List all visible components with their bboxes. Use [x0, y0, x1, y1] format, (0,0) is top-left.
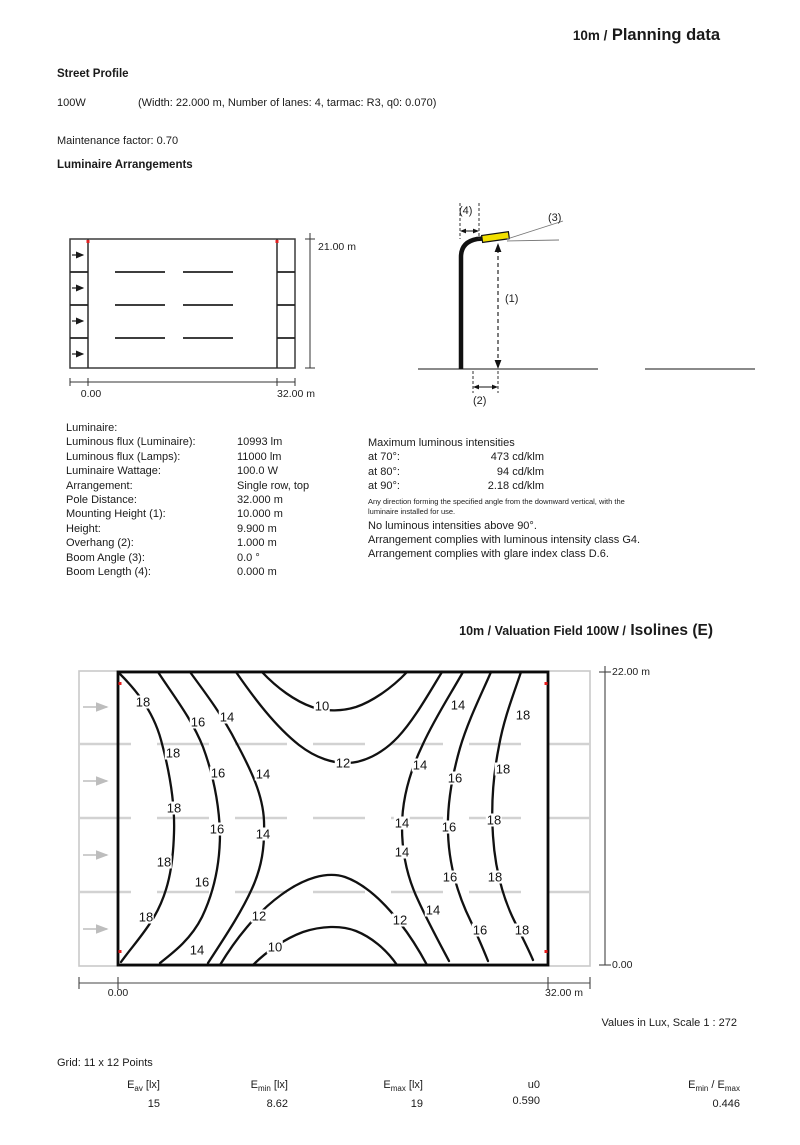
isoline-value-label: 14	[394, 815, 410, 831]
isoline-value-label: 12	[392, 912, 408, 928]
overhang-dimension	[473, 371, 498, 393]
street-rect	[70, 239, 295, 368]
row-label: Luminaire:	[66, 422, 118, 434]
summary-table	[57, 1078, 740, 1112]
chart-x0-label: 0.00	[107, 987, 129, 999]
intensities-heading: Maximum luminous intensities	[368, 437, 515, 449]
angle-label: at 70°:	[368, 451, 400, 464]
pole	[461, 238, 489, 369]
chart-x1-label: 32.00 m	[545, 987, 583, 999]
chart-dim-top: 22.00 m	[612, 666, 650, 678]
summary-value: 8.62	[266, 1098, 288, 1110]
boom-angle-lines	[507, 221, 563, 241]
compliance-note: No luminous intensities above 90°.	[368, 519, 537, 532]
row-value: 0.0 °	[237, 551, 260, 564]
isoline-value-label: 16	[472, 922, 488, 938]
scale-note: Values in Lux, Scale 1 : 272	[601, 1017, 737, 1029]
label-1: (1)	[505, 293, 519, 305]
mounting-height-dimension	[495, 243, 502, 369]
chart-bottom-dimension	[79, 977, 590, 989]
grid-note: Grid: 11 x 12 Points	[57, 1057, 153, 1069]
row-value: 32.000 m	[237, 494, 283, 507]
plan-x0-label: 0.00	[80, 388, 102, 400]
luminaire-data-list	[66, 421, 366, 579]
luminaire-dot-right	[276, 240, 279, 243]
luminaire-data-row	[66, 421, 366, 435]
isoline-value-label: 18	[514, 922, 530, 938]
row-value: 10993 lm	[237, 436, 283, 449]
isoline-value-label: 18	[515, 707, 531, 723]
isoline-value-label: 12	[335, 755, 351, 771]
angle-label: at 80°:	[368, 465, 400, 478]
isoline-value-label: 14	[425, 902, 441, 918]
luminaire-arrangements-heading: Luminaire Arrangements	[57, 159, 193, 171]
luminaire-data-row	[66, 450, 366, 464]
isoline-value-label: 14	[189, 942, 205, 958]
pole-drawing	[415, 195, 760, 410]
page-title	[573, 26, 720, 45]
pole-diagram	[415, 195, 760, 410]
summary-header: $E_{min} / E_{max}$	[688, 1079, 740, 1093]
row-label: Boom Length (4):	[66, 566, 151, 579]
row-value	[237, 421, 366, 435]
row-value: 100.0 W	[237, 465, 278, 478]
isoline-value-label: 18	[495, 761, 511, 777]
row-label: Luminaire Wattage:	[66, 465, 161, 478]
summary-header: $E_{min}$ [lx]	[250, 1079, 288, 1093]
isoline-value-label: 18	[166, 800, 182, 816]
intensity-value: 473 cd/klm	[490, 451, 544, 464]
chart-right-dimension	[599, 666, 611, 965]
street-profile-heading: Street Profile	[57, 68, 129, 80]
summary-columns	[57, 1078, 740, 1112]
intensities-block	[368, 436, 740, 561]
row-label: Mounting Height (1):	[66, 508, 166, 521]
summary-header: $E_{av}$ [lx]	[127, 1079, 160, 1093]
luminaire-data-row	[66, 507, 366, 521]
intensities-rows	[368, 450, 740, 493]
row-label: Luminous flux (Lamps):	[66, 450, 181, 463]
isoline-value-label: 12	[251, 908, 267, 924]
isoline-value-label: 16	[194, 874, 210, 890]
summary-column	[57, 1078, 160, 1112]
chart-dim-bottom: 0.00	[612, 959, 633, 971]
label-2: (2)	[473, 395, 487, 407]
plan-x1-label: 32.00 m	[277, 388, 315, 400]
plan-height-label: 21.00 m	[318, 241, 356, 253]
compliance-note: Arrangement complies with luminous intensity class G4.	[368, 533, 641, 546]
row-value: 1.000 m	[237, 537, 277, 550]
summary-column	[160, 1078, 288, 1112]
isoline-value-label: 16	[441, 819, 457, 835]
row-label: Height:	[66, 522, 101, 535]
row-value: 10.000 m	[237, 508, 283, 521]
row-value: Single row, top	[237, 479, 310, 492]
luminaire-head	[482, 232, 510, 243]
summary-column	[423, 1078, 540, 1112]
lane-dividers	[70, 272, 295, 338]
summary-column	[540, 1078, 740, 1112]
isoline-value-label: 18	[486, 812, 502, 828]
isolines-title	[459, 622, 713, 640]
street-params: (Width: 22.000 m, Number of lanes: 4, tarmac: R3, q0: 0.070)	[138, 97, 437, 109]
summary-value: 19	[410, 1098, 423, 1110]
label-3: (3)	[548, 212, 562, 224]
isoline-value-label: 14	[394, 844, 410, 860]
street-plan-diagram	[55, 230, 415, 410]
luminaire-data-row	[66, 479, 366, 493]
row-value: 9.900 m	[237, 522, 277, 535]
luminaire-data-row	[66, 551, 366, 565]
intensity-value: 2.18 cd/klm	[487, 480, 544, 493]
street-name: 100W	[57, 97, 86, 109]
intensity-value: 94 cd/klm	[496, 465, 544, 478]
isoline-value-label: 16	[210, 765, 226, 781]
summary-value: 15	[147, 1098, 160, 1110]
isoline-value-label: 14	[450, 697, 466, 713]
angle-label: at 90°:	[368, 480, 400, 493]
intensity-row	[368, 479, 544, 493]
isoline-value-label: 18	[156, 854, 172, 870]
luminaire-data-row	[66, 464, 366, 478]
luminaire-data-row	[66, 522, 366, 536]
maintenance-factor: Maintenance factor: 0.70	[57, 135, 179, 147]
luminaire-data-row	[66, 536, 366, 550]
isoline-value-label: 14	[255, 826, 271, 842]
page-title-main: Planning data	[611, 26, 720, 44]
isolines-title-main: Isolines (E)	[630, 622, 713, 639]
isoline-value-label: 10	[267, 939, 283, 955]
intensities-notes	[368, 519, 740, 562]
isoline-value-label: 18	[487, 869, 503, 885]
row-label: Boom Angle (3):	[66, 551, 145, 564]
luminaire-data-row	[66, 493, 366, 507]
isoline-value-label: 16	[442, 869, 458, 885]
isolines-title-prefix: 10m / Valuation Field 100W /	[459, 624, 626, 638]
page-title-prefix: 10m /	[572, 28, 608, 43]
plan-bottom-dimension	[70, 378, 295, 386]
summary-column	[288, 1078, 423, 1112]
row-value: 0.000 m	[237, 566, 277, 579]
intensity-row	[368, 465, 544, 479]
isoline-value-label: 18	[165, 745, 181, 761]
luminaire-data-row	[66, 565, 366, 579]
luminaire-data-row	[66, 435, 366, 449]
row-label: Arrangement:	[66, 479, 133, 492]
row-label: Luminous flux (Luminaire):	[66, 436, 196, 449]
intensities-footnote-2: luminaire installed for use.	[368, 506, 456, 516]
intensity-row	[368, 450, 544, 464]
isoline-value-label: 16	[447, 770, 463, 786]
isoline-value-label: 18	[135, 694, 151, 710]
compliance-note: Arrangement complies with glare index class D.6.	[368, 548, 609, 561]
luminaire-dot-left	[87, 240, 90, 243]
plan-right-dimension	[305, 233, 315, 368]
row-label: Overhang (2):	[66, 537, 134, 550]
isoline-value-label: 16	[190, 714, 206, 730]
isoline-value-label: 14	[219, 709, 235, 725]
isoline-value-label: 16	[209, 821, 225, 837]
isoline-value-label: 14	[412, 757, 428, 773]
summary-value: 0.590	[512, 1095, 540, 1107]
street-plan-drawing	[55, 230, 415, 410]
isoline-value-label: 14	[255, 766, 271, 782]
isolines-chart	[55, 655, 650, 1000]
summary-value: 0.446	[712, 1098, 740, 1110]
label-4: (4)	[459, 205, 473, 217]
isoline-value-label: 10	[314, 698, 330, 714]
isoline-value-label: 18	[138, 909, 154, 925]
intensities-footnote-1: Any direction forming the specified angle from the downward vertical, with the	[368, 496, 625, 506]
summary-header: u0	[527, 1079, 540, 1091]
row-value: 11000 lm	[237, 450, 282, 463]
summary-header: $E_{max}$ [lx]	[383, 1079, 423, 1093]
row-label: Pole Distance:	[66, 494, 137, 507]
